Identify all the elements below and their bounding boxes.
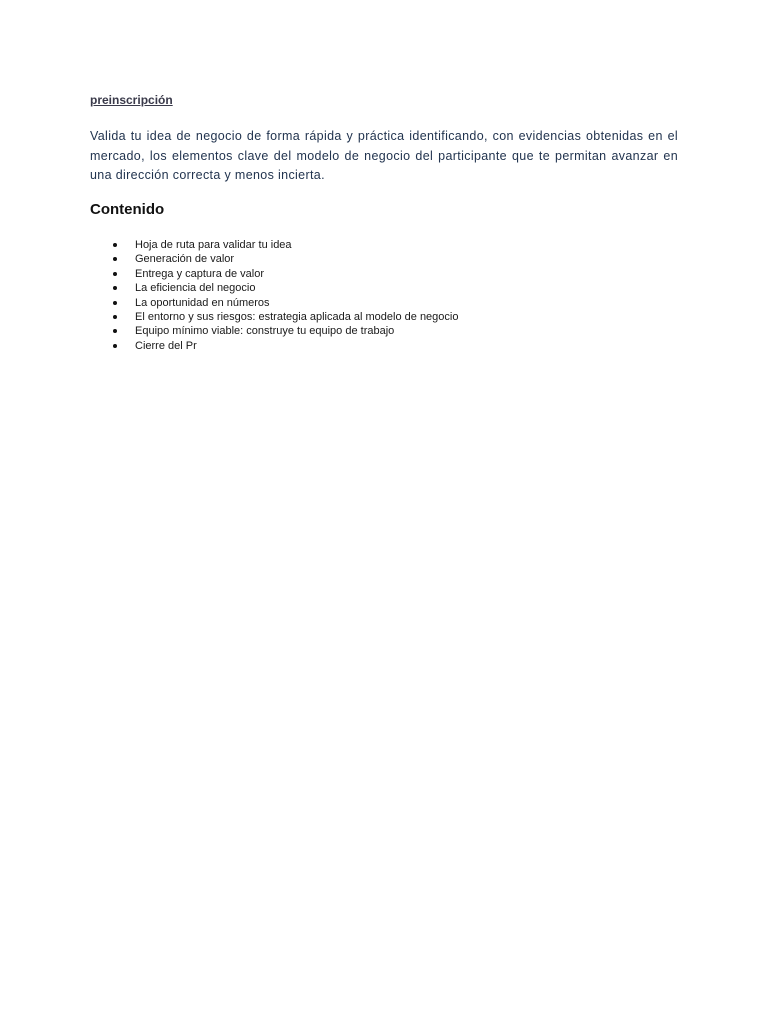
bullet-icon (113, 344, 117, 348)
preinscription-link[interactable]: preinscripción (90, 93, 173, 107)
bullet-icon (113, 286, 117, 290)
list-item-text: Equipo mínimo viable: construye tu equipo de trabajo (135, 325, 395, 338)
section-heading: Contenido (90, 201, 165, 218)
list-item-text: La oportunidad en números (135, 296, 270, 309)
list-item-text: La eficiencia del negocio (135, 282, 256, 295)
list-item (112, 339, 458, 353)
list-item (112, 281, 458, 295)
content-list (112, 238, 458, 353)
bullet-icon (113, 329, 117, 333)
list-item (112, 252, 458, 266)
list-item-text: Entrega y captura de valor (135, 267, 265, 280)
list-item-text: Generación de valor (135, 253, 235, 266)
list-item (112, 324, 458, 338)
list-item (112, 296, 458, 310)
intro-paragraph: Valida tu idea de negocio de forma rápida y práctica identificando, con evidencias obtenidas en el mercado, los elementos clave del modelo de negocio del participante que te permitan avanzar en una dirección correcta y menos incierta. (90, 129, 678, 182)
list-item (112, 310, 458, 324)
list-item-text: Hoja de ruta para validar tu idea (135, 239, 292, 251)
list-item (112, 267, 458, 281)
list-item-text: El entorno y sus riesgos: estrategia aplicada al modelo de negocio (135, 311, 459, 324)
bullet-icon (113, 243, 117, 247)
list-item (112, 238, 458, 252)
bullet-icon (113, 301, 117, 305)
bullet-icon (113, 257, 117, 261)
bullet-icon (113, 315, 117, 319)
list-item-text: Cierre del Pr (135, 339, 197, 352)
bullet-icon (113, 272, 117, 276)
